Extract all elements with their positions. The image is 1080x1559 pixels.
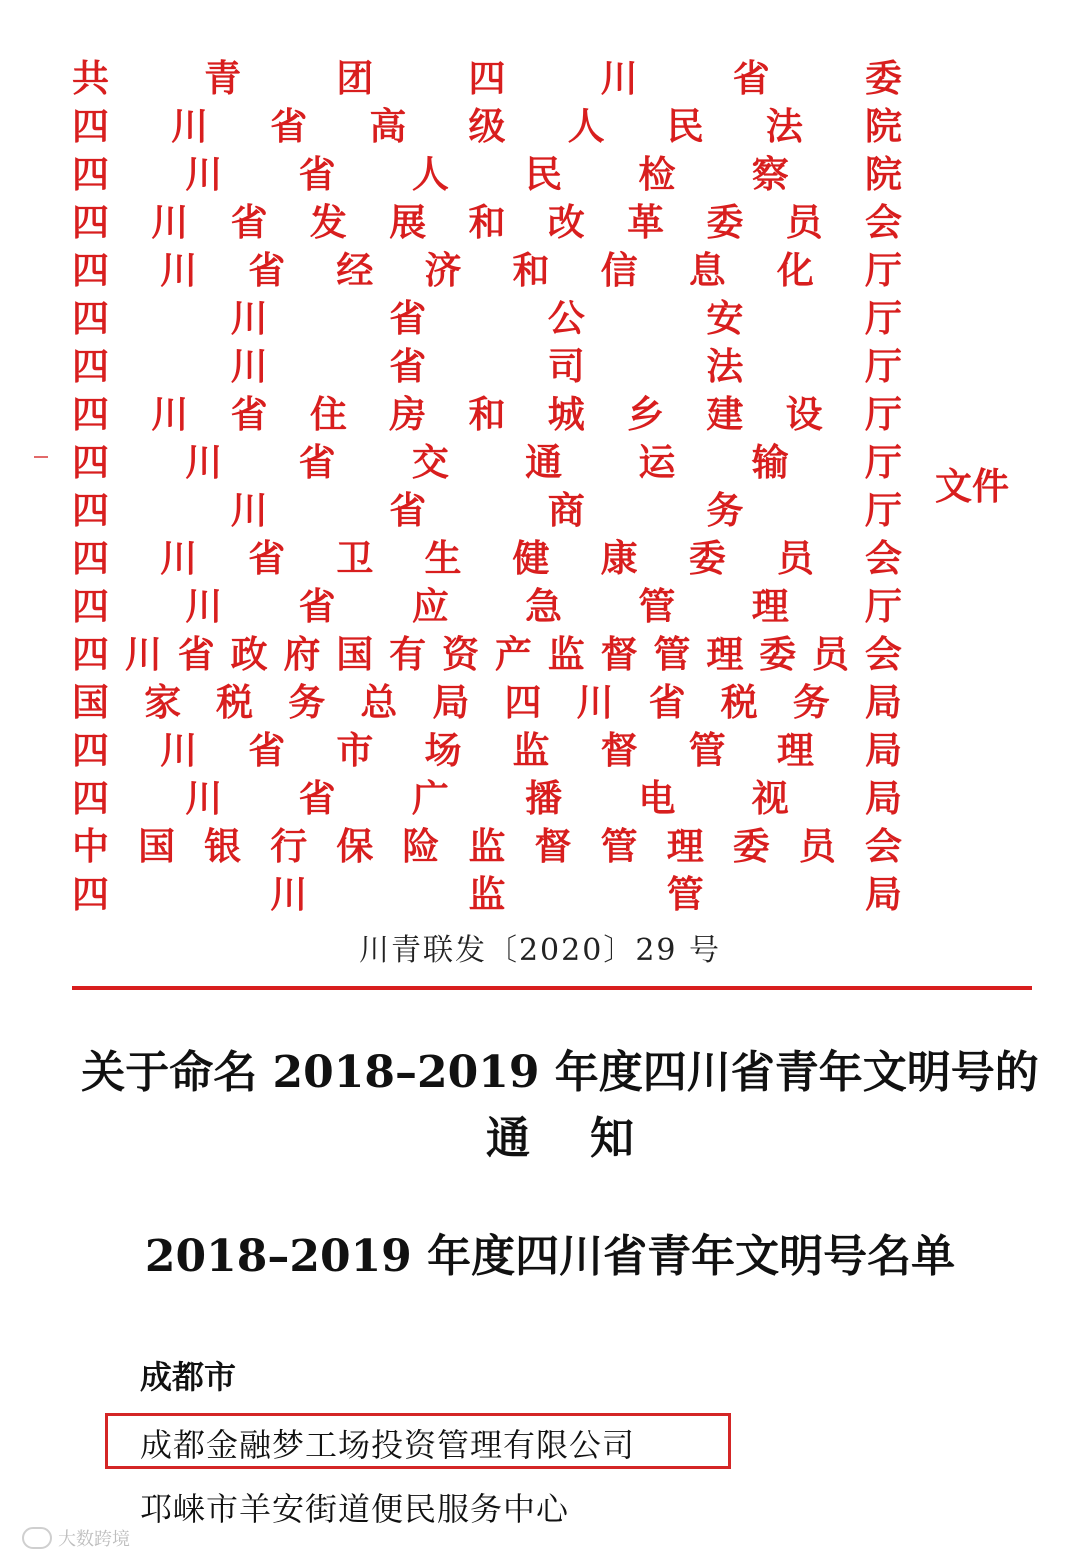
issuer-char: 广 (411, 776, 449, 820)
issuer-char: 四 (504, 680, 542, 724)
issuer-char: 电 (638, 776, 676, 820)
issuer-char: 和 (512, 248, 550, 292)
issuer-char: 府 (283, 632, 321, 676)
issuer-char: 川 (160, 728, 198, 772)
issuer-char: 经 (336, 248, 374, 292)
issuer-char: 场 (424, 728, 462, 772)
issuer-char: 国 (138, 824, 176, 868)
file-label: 文件 (935, 464, 1009, 508)
issuer-char: 川 (124, 632, 162, 676)
issuer-char: 公 (547, 296, 585, 340)
issuer-char: 理 (751, 584, 789, 628)
issuer-char: 省 (270, 104, 308, 148)
issuer-char: 委 (864, 56, 902, 100)
issuer-char: 和 (468, 200, 506, 244)
issuer-row (72, 150, 902, 198)
issuer-char: 化 (776, 248, 814, 292)
issuer-char: 国 (72, 680, 109, 724)
issuer-char: 会 (864, 200, 902, 244)
issuer-row (72, 774, 902, 822)
issuer-char: 员 (776, 536, 814, 580)
issuer-char: 省 (248, 248, 286, 292)
issuer-char: 务 (288, 680, 326, 724)
issuer-char: 四 (72, 200, 109, 244)
issuer-char: 察 (751, 152, 789, 196)
issuer-char: 监 (547, 632, 585, 676)
issuer-char: 急 (525, 584, 563, 628)
issuer-char: 委 (732, 824, 770, 868)
issuer-char: 应 (411, 584, 449, 628)
issuer-char: 省 (389, 344, 427, 388)
issuer-char: 川 (185, 776, 223, 820)
issuer-char: 生 (424, 536, 462, 580)
issuer-char: 通 (525, 440, 563, 484)
issuer-row (72, 822, 902, 870)
issuer-char: 城 (547, 392, 585, 436)
issuer-char: 省 (389, 296, 427, 340)
issuer-char: 四 (72, 152, 109, 196)
issuer-char: 共 (72, 56, 109, 100)
issuer-char: 人 (567, 104, 605, 148)
issuer-char: 川 (151, 200, 189, 244)
issuer-char: 理 (666, 824, 704, 868)
issuer-char: 局 (864, 680, 902, 724)
issuer-char: 民 (525, 152, 563, 196)
issuer-char: 管 (653, 632, 691, 676)
issuer-char: 厅 (864, 248, 902, 292)
issuer-char: 级 (468, 104, 506, 148)
issuer-char: 监 (468, 824, 506, 868)
issuer-char: 省 (389, 488, 427, 532)
issuer-row (72, 870, 902, 918)
issuer-char: 四 (72, 776, 109, 820)
margin-mark (34, 456, 48, 458)
issuer-char: 川 (230, 344, 268, 388)
issuer-char: 省 (248, 728, 286, 772)
issuer-char: 行 (270, 824, 308, 868)
issuer-char: 川 (600, 56, 638, 100)
issuer-char: 交 (411, 440, 449, 484)
issuer-char: 川 (576, 680, 614, 724)
issuer-char: 输 (751, 440, 789, 484)
issuer-char: 省 (230, 200, 268, 244)
issuer-char: 理 (706, 632, 744, 676)
issuer-char: 院 (864, 152, 902, 196)
issuer-char: 厅 (864, 344, 902, 388)
issuer-char: 四 (72, 536, 109, 580)
issuer-char: 国 (336, 632, 374, 676)
issuer-char: 督 (534, 824, 572, 868)
issuer-char: 团 (336, 56, 374, 100)
issuer-char: 和 (468, 392, 506, 436)
issuer-char: 省 (648, 680, 686, 724)
issuer-char: 督 (600, 632, 638, 676)
issuer-char: 四 (72, 104, 109, 148)
issuer-char: 厅 (864, 392, 902, 436)
issuer-char: 川 (160, 536, 198, 580)
watermark-text: 大数跨境 (58, 1529, 130, 1550)
issuer-char: 房 (389, 392, 427, 436)
issuer-char: 设 (785, 392, 823, 436)
issuer-char: 管 (666, 872, 704, 916)
issuer-row (72, 438, 902, 486)
issuer-char: 改 (547, 200, 585, 244)
issuer-row (72, 246, 902, 294)
issuer-char: 家 (144, 680, 182, 724)
issuer-char: 局 (864, 728, 902, 772)
issuer-char: 高 (369, 104, 407, 148)
issuer-char: 委 (759, 632, 797, 676)
issuer-char: 院 (865, 104, 902, 148)
issuer-char: 政 (230, 632, 268, 676)
issuer-char: 息 (688, 248, 726, 292)
issuer-char: 川 (230, 296, 268, 340)
issuer-char: 川 (185, 440, 223, 484)
issuer-char: 革 (627, 200, 665, 244)
issuer-char: 局 (432, 680, 470, 724)
issuer-char: 税 (720, 680, 758, 724)
issuer-char: 管 (638, 584, 676, 628)
issuer-char: 保 (336, 824, 374, 868)
issuer-char: 人 (411, 152, 449, 196)
issuer-char: 厅 (864, 296, 902, 340)
issuer-char: 展 (389, 200, 427, 244)
issuer-char: 四 (72, 632, 109, 676)
issuer-char: 省 (298, 584, 336, 628)
issuer-char: 省 (230, 392, 268, 436)
list-item: 邛崃市羊安街道便民服务中心 (140, 1490, 570, 1528)
issuer-char: 四 (72, 872, 109, 916)
issuer-char: 视 (751, 776, 789, 820)
issuer-char: 局 (865, 872, 902, 916)
issuer-char: 会 (864, 536, 902, 580)
watermark-logo-icon (22, 1527, 52, 1549)
issuer-char: 会 (864, 824, 902, 868)
issuer-char: 市 (336, 728, 374, 772)
issuer-char: 康 (600, 536, 638, 580)
issuer-char: 司 (547, 344, 585, 388)
issuer-char: 省 (298, 776, 336, 820)
issuer-char: 税 (216, 680, 254, 724)
notice-title-line-2 (60, 1106, 1060, 1172)
issuer-char: 四 (72, 488, 109, 532)
issuer-char: 商 (547, 488, 585, 532)
issuer-char: 省 (177, 632, 215, 676)
issuer-char: 省 (298, 440, 336, 484)
issuer-char: 法 (765, 104, 803, 148)
issuer-char: 省 (732, 56, 770, 100)
issuer-char: 有 (389, 632, 427, 676)
city-heading: 成都市 (140, 1358, 237, 1396)
issuer-char: 川 (171, 104, 209, 148)
issuer-char: 安 (706, 296, 744, 340)
issuer-char: 中 (72, 824, 109, 868)
issuer-char: 局 (864, 776, 902, 820)
issuer-char: 四 (468, 56, 506, 100)
issuer-row (72, 342, 902, 390)
issuer-char: 四 (72, 344, 109, 388)
issuer-char: 健 (512, 536, 550, 580)
issuer-char: 卫 (336, 536, 374, 580)
list-title: 2018–2019 年度四川省青年文明号名单 (144, 1231, 956, 1282)
issuer-char: 四 (72, 392, 109, 436)
issuer-row (72, 582, 902, 630)
issuer-char: 川 (185, 584, 223, 628)
issuer-char: 川 (185, 152, 223, 196)
issuer-char: 四 (72, 728, 109, 772)
issuer-char: 省 (298, 152, 336, 196)
issuer-char: 发 (309, 200, 347, 244)
issuer-char: 川 (230, 488, 268, 532)
issuer-row (72, 534, 902, 582)
issuer-row (72, 390, 902, 438)
list-item: 成都金融梦工场投资管理有限公司 (140, 1426, 636, 1464)
issuer-char: 产 (494, 632, 532, 676)
issuer-char: 理 (776, 728, 814, 772)
issuer-char: 厅 (864, 584, 902, 628)
issuer-char: 运 (638, 440, 676, 484)
issuer-char: 务 (706, 488, 744, 532)
document-number: 川青联发〔2020〕29 号 (358, 933, 722, 968)
issuer-char: 播 (525, 776, 563, 820)
issuer-char: 银 (204, 824, 242, 868)
issuer-char: 总 (360, 680, 398, 724)
issuer-char: 法 (706, 344, 744, 388)
issuer-char: 乡 (627, 392, 665, 436)
issuer-char: 四 (72, 296, 109, 340)
issuer-char: 四 (72, 248, 109, 292)
issuer-char: 险 (402, 824, 440, 868)
issuer-char: 管 (600, 824, 638, 868)
issuer-char: 监 (512, 728, 550, 772)
issuer-char: 检 (638, 152, 676, 196)
issuer-char: 员 (785, 200, 823, 244)
issuer-row (72, 102, 902, 150)
issuer-char: 资 (442, 632, 480, 676)
issuer-char: 厅 (864, 440, 902, 484)
issuer-char: 员 (798, 824, 836, 868)
issuer-char: 民 (666, 104, 704, 148)
notice-title (60, 1040, 1060, 1172)
issuer-char: 委 (706, 200, 744, 244)
red-divider-line (72, 986, 1032, 990)
issuer-row (72, 726, 902, 774)
issuer-char: 会 (864, 632, 902, 676)
issuing-organizations (72, 54, 902, 918)
issuer-char: 住 (309, 392, 347, 436)
issuer-char: 管 (688, 728, 726, 772)
issuer-char: 四 (72, 440, 109, 484)
watermark (22, 1525, 130, 1551)
issuer-char: 员 (812, 632, 850, 676)
issuer-char: 务 (792, 680, 830, 724)
issuer-char: 四 (72, 584, 109, 628)
issuer-row (72, 54, 902, 102)
issuer-char: 督 (600, 728, 638, 772)
issuer-char: 青 (204, 56, 242, 100)
issuer-row (72, 486, 902, 534)
issuer-row (72, 630, 902, 678)
notice-title-char: 知 (590, 1113, 634, 1164)
notice-title-char: 通 (486, 1113, 530, 1164)
issuer-char: 厅 (864, 488, 902, 532)
notice-title-line-1: 关于命名 2018–2019 年度四川省青年文明号的 (81, 1047, 1039, 1098)
issuer-row (72, 294, 902, 342)
issuer-char: 省 (248, 536, 286, 580)
issuer-char: 川 (151, 392, 189, 436)
issuer-char: 信 (600, 248, 638, 292)
issuer-char: 建 (706, 392, 744, 436)
issuer-char: 监 (468, 872, 506, 916)
issuer-char: 川 (270, 872, 308, 916)
issuer-row (72, 198, 902, 246)
issuer-row (72, 678, 902, 726)
issuer-char: 川 (160, 248, 198, 292)
issuer-char: 济 (424, 248, 462, 292)
issuer-char: 委 (688, 536, 726, 580)
